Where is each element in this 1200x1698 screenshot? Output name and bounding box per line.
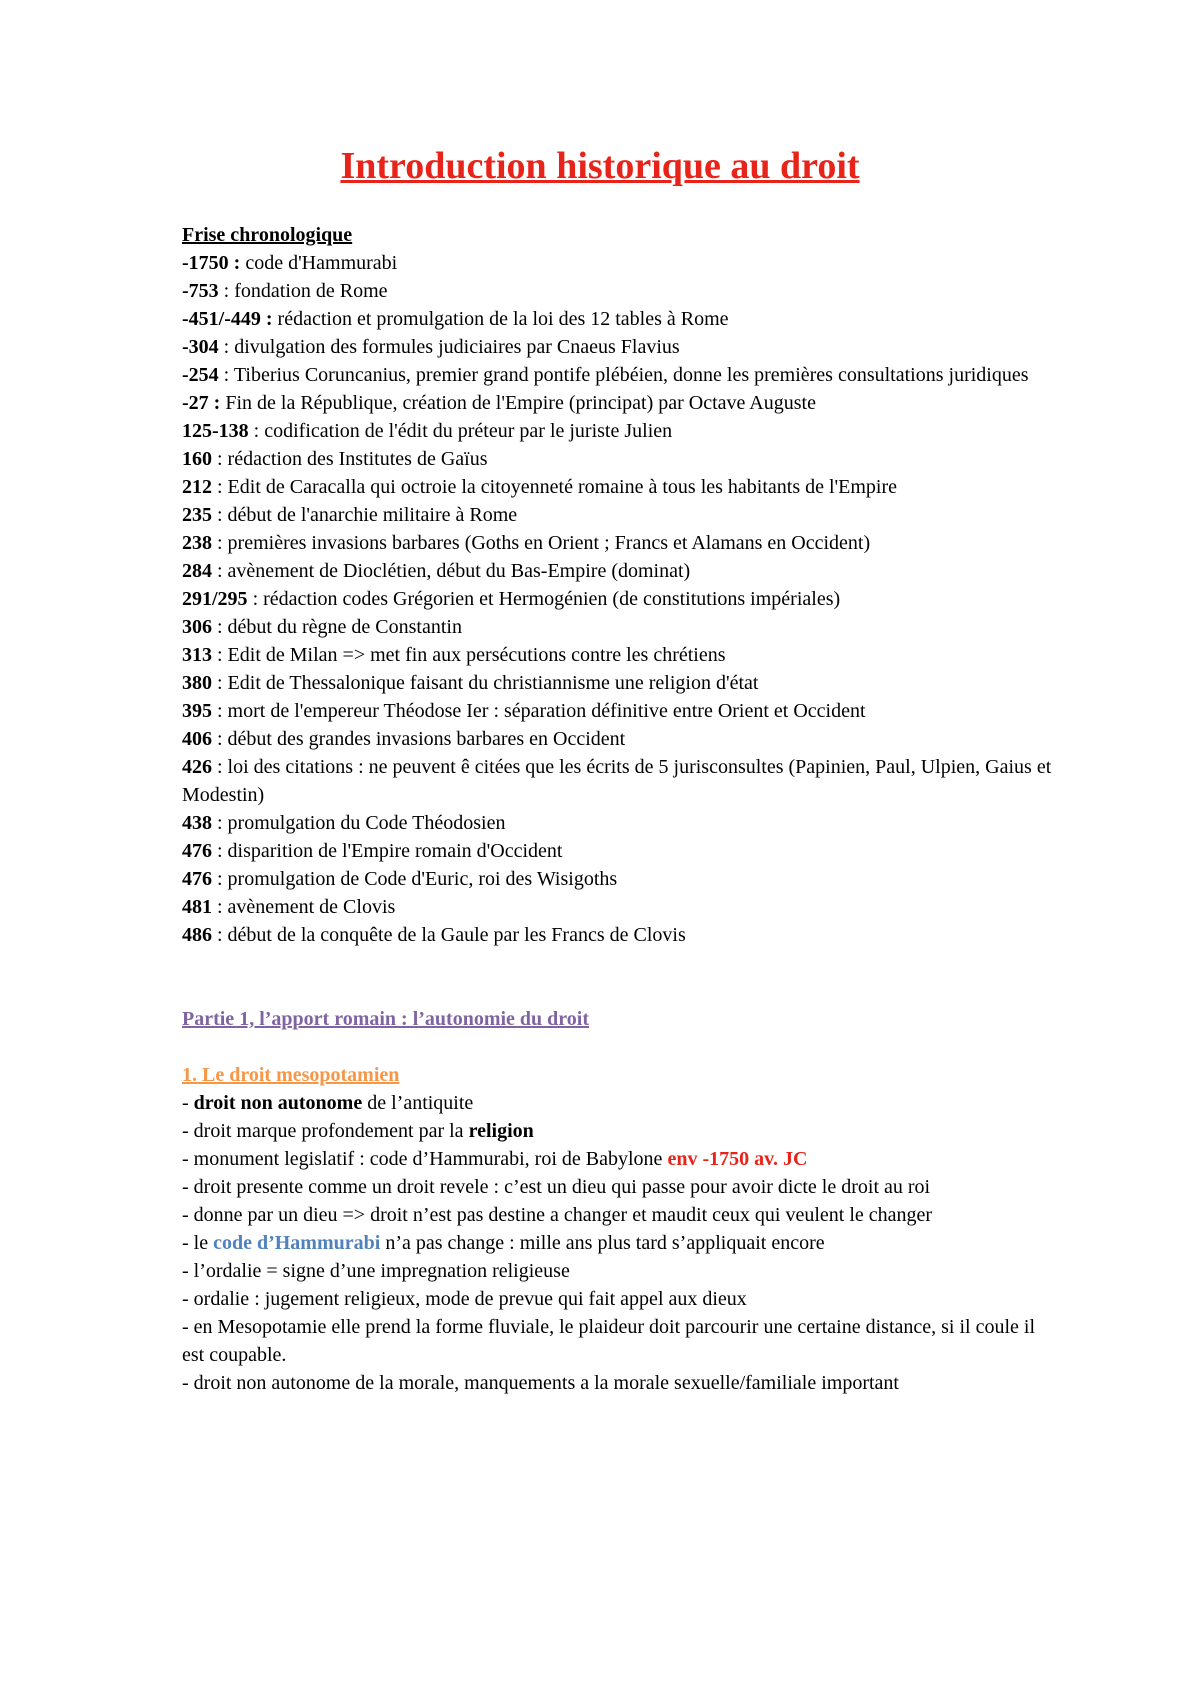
- frise-entry-text: : début de l'anarchie militaire à Rome: [212, 504, 518, 526]
- frise-entry-text: : Edit de Thessalonique faisant du christiannisme une religion d'état: [212, 672, 759, 694]
- frise-entry: [182, 613, 1062, 641]
- chapter-1-heading: 1. Le droit mesopotamien: [182, 1064, 400, 1086]
- frise-entry: [182, 837, 1062, 865]
- frise-entry-text: : promulgation du Code Théodosien: [212, 812, 506, 834]
- bullet-1: [182, 1089, 1062, 1117]
- frise-list: [182, 249, 1062, 949]
- frise-entry-year: -753: [182, 280, 219, 302]
- frise-entry: [182, 389, 1062, 417]
- frise-entry: [182, 501, 1062, 529]
- document-body: [182, 221, 1062, 1397]
- frise-entry: [182, 305, 1062, 333]
- frise-entry-year: 481: [182, 896, 212, 918]
- frise-entry-text: : Edit de Milan => met fin aux persécutions contre les chrétiens: [212, 644, 726, 666]
- frise-entry-year: 160: [182, 448, 212, 470]
- frise-entry-text: : début des grandes invasions barbares en Occident: [212, 728, 626, 750]
- frise-entry: [182, 753, 1062, 809]
- frise-entry-text: : avènement de Dioclétien, début du Bas-Empire (dominat): [212, 560, 691, 582]
- frise-entry-year: -1750 :: [182, 252, 241, 274]
- bullet-2-bold: religion: [468, 1120, 534, 1142]
- spacer: [182, 1033, 1062, 1061]
- frise-entry: [182, 473, 1062, 501]
- frise-entry-text: : loi des citations : ne peuvent ê citées que les écrits de 5 jurisconsultes (Papinien, Paul, Ulpien, Gaius et Modestin): [182, 756, 1052, 806]
- bullet-10: - droit non autonome de la morale, manquements a la morale sexuelle/familiale important: [182, 1372, 899, 1394]
- frise-entry-year: 291/295: [182, 588, 248, 610]
- bullet-6-blue: code d’Hammurabi: [213, 1232, 381, 1254]
- bullet-9: - en Mesopotamie elle prend la forme fluviale, le plaideur doit parcourir une certaine distance, si il coule il est coupable.: [182, 1316, 1036, 1366]
- frise-entry-text: : Edit de Caracalla qui octroie la citoyenneté romaine à tous les habitants de l'Empire: [212, 476, 898, 498]
- bullet-6-suffix: n’a pas change : mille ans plus tard s’appliquait encore: [380, 1232, 825, 1254]
- frise-entry-year: 313: [182, 644, 212, 666]
- frise-entry-year: -451/-449 :: [182, 308, 273, 330]
- frise-entry-year: 438: [182, 812, 212, 834]
- frise-entry-text: : Tiberius Coruncanius, premier grand pontife plébéien, donne les premières consultations juridiques: [218, 364, 1029, 386]
- frise-entry: [182, 557, 1062, 585]
- bullet-3-prefix: - monument legislatif : code d’Hammurabi, roi de Babylone: [182, 1148, 668, 1170]
- frise-entry: [182, 529, 1062, 557]
- frise-entry-text: : premières invasions barbares (Goths en Orient ; Francs et Alamans en Occident): [212, 532, 871, 554]
- frise-entry-text: : disparition de l'Empire romain d'Occident: [212, 840, 563, 862]
- bullet-2: [182, 1117, 1062, 1145]
- bullet-7: - l’ordalie = signe d’une impregnation religieuse: [182, 1260, 570, 1282]
- frise-entry-text: : fondation de Rome: [218, 280, 388, 302]
- frise-entry-text: : mort de l'empereur Théodose Ier : séparation définitive entre Orient et Occident: [212, 700, 866, 722]
- frise-entry: [182, 865, 1062, 893]
- frise-entry-year: -304: [182, 336, 219, 358]
- frise-entry-year: 486: [182, 924, 212, 946]
- frise-entry-text: Fin de la République, création de l'Empire (principat) par Octave Auguste: [220, 392, 816, 414]
- frise-entry-year: 238: [182, 532, 212, 554]
- bullet-5: - donne par un dieu => droit n’est pas destine a changer et maudit ceux qui veulent le changer: [182, 1204, 933, 1226]
- frise-entry-text: rédaction et promulgation de la loi des 12 tables à Rome: [272, 308, 729, 330]
- bullet-1-suffix: de l’antiquite: [362, 1092, 474, 1114]
- frise-entry-year: 212: [182, 476, 212, 498]
- frise-entry: [182, 893, 1062, 921]
- bullet-1-prefix: -: [182, 1092, 194, 1114]
- frise-heading: Frise chronologique: [182, 224, 353, 246]
- bullet-8: - ordalie : jugement religieux, mode de prevue qui fait appel aux dieux: [182, 1288, 747, 1310]
- frise-entry-year: 306: [182, 616, 212, 638]
- frise-entry-text: code d'Hammurabi: [240, 252, 398, 274]
- frise-entry: [182, 333, 1062, 361]
- bullet-1-bold: droit non autonome: [193, 1092, 363, 1114]
- bullet-6-prefix: - le: [182, 1232, 214, 1254]
- frise-entry-text: : rédaction codes Grégorien et Hermogénien (de constitutions impériales): [247, 588, 841, 610]
- document-title: Introduction historique au droit: [340, 145, 860, 187]
- frise-entry: [182, 725, 1062, 753]
- frise-entry: [182, 669, 1062, 697]
- frise-entry: [182, 249, 1062, 277]
- frise-entry: [182, 641, 1062, 669]
- frise-entry-text: : promulgation de Code d'Euric, roi des Wisigoths: [212, 868, 618, 890]
- frise-entry-year: 125-138: [182, 420, 249, 442]
- frise-entry: [182, 809, 1062, 837]
- frise-entry-year: -254: [182, 364, 219, 386]
- frise-entry-text: : début de la conquête de la Gaule par les Francs de Clovis: [212, 924, 686, 946]
- frise-entry: [182, 921, 1062, 949]
- frise-entry-text: : avènement de Clovis: [212, 896, 396, 918]
- frise-entry: [182, 445, 1062, 473]
- frise-entry-year: 284: [182, 560, 212, 582]
- spacer: [182, 949, 1062, 1005]
- frise-entry-text: : divulgation des formules judiciaires par Cnaeus Flavius: [218, 336, 680, 358]
- frise-entry-text: : début du règne de Constantin: [212, 616, 462, 638]
- frise-entry-year: 380: [182, 672, 212, 694]
- part-1-heading: Partie 1, l’apport romain : l’autonomie du droit: [182, 1008, 590, 1030]
- frise-entry: [182, 277, 1062, 305]
- bullet-2-prefix: - droit marque profondement par la: [182, 1120, 469, 1142]
- bullet-3-red-date: env -1750 av. JC: [667, 1148, 808, 1170]
- frise-entry-year: 476: [182, 868, 212, 890]
- frise-entry-year: 476: [182, 840, 212, 862]
- frise-entry: [182, 361, 1062, 389]
- frise-entry-text: : rédaction des Institutes de Gaïus: [212, 448, 488, 470]
- bullet-3: [182, 1145, 1062, 1173]
- frise-entry: [182, 417, 1062, 445]
- bullet-4: - droit presente comme un droit revele : c’est un dieu qui passe pour avoir dicte le droit au roi: [182, 1176, 931, 1198]
- bullet-6: [182, 1229, 1062, 1257]
- frise-entry-year: 395: [182, 700, 212, 722]
- frise-entry-year: 235: [182, 504, 212, 526]
- frise-entry-year: 426: [182, 756, 212, 778]
- frise-entry-year: 406: [182, 728, 212, 750]
- frise-entry-text: : codification de l'édit du préteur par le juriste Julien: [248, 420, 673, 442]
- frise-entry: [182, 585, 1062, 613]
- frise-entry: [182, 697, 1062, 725]
- frise-entry-year: -27 :: [182, 392, 221, 414]
